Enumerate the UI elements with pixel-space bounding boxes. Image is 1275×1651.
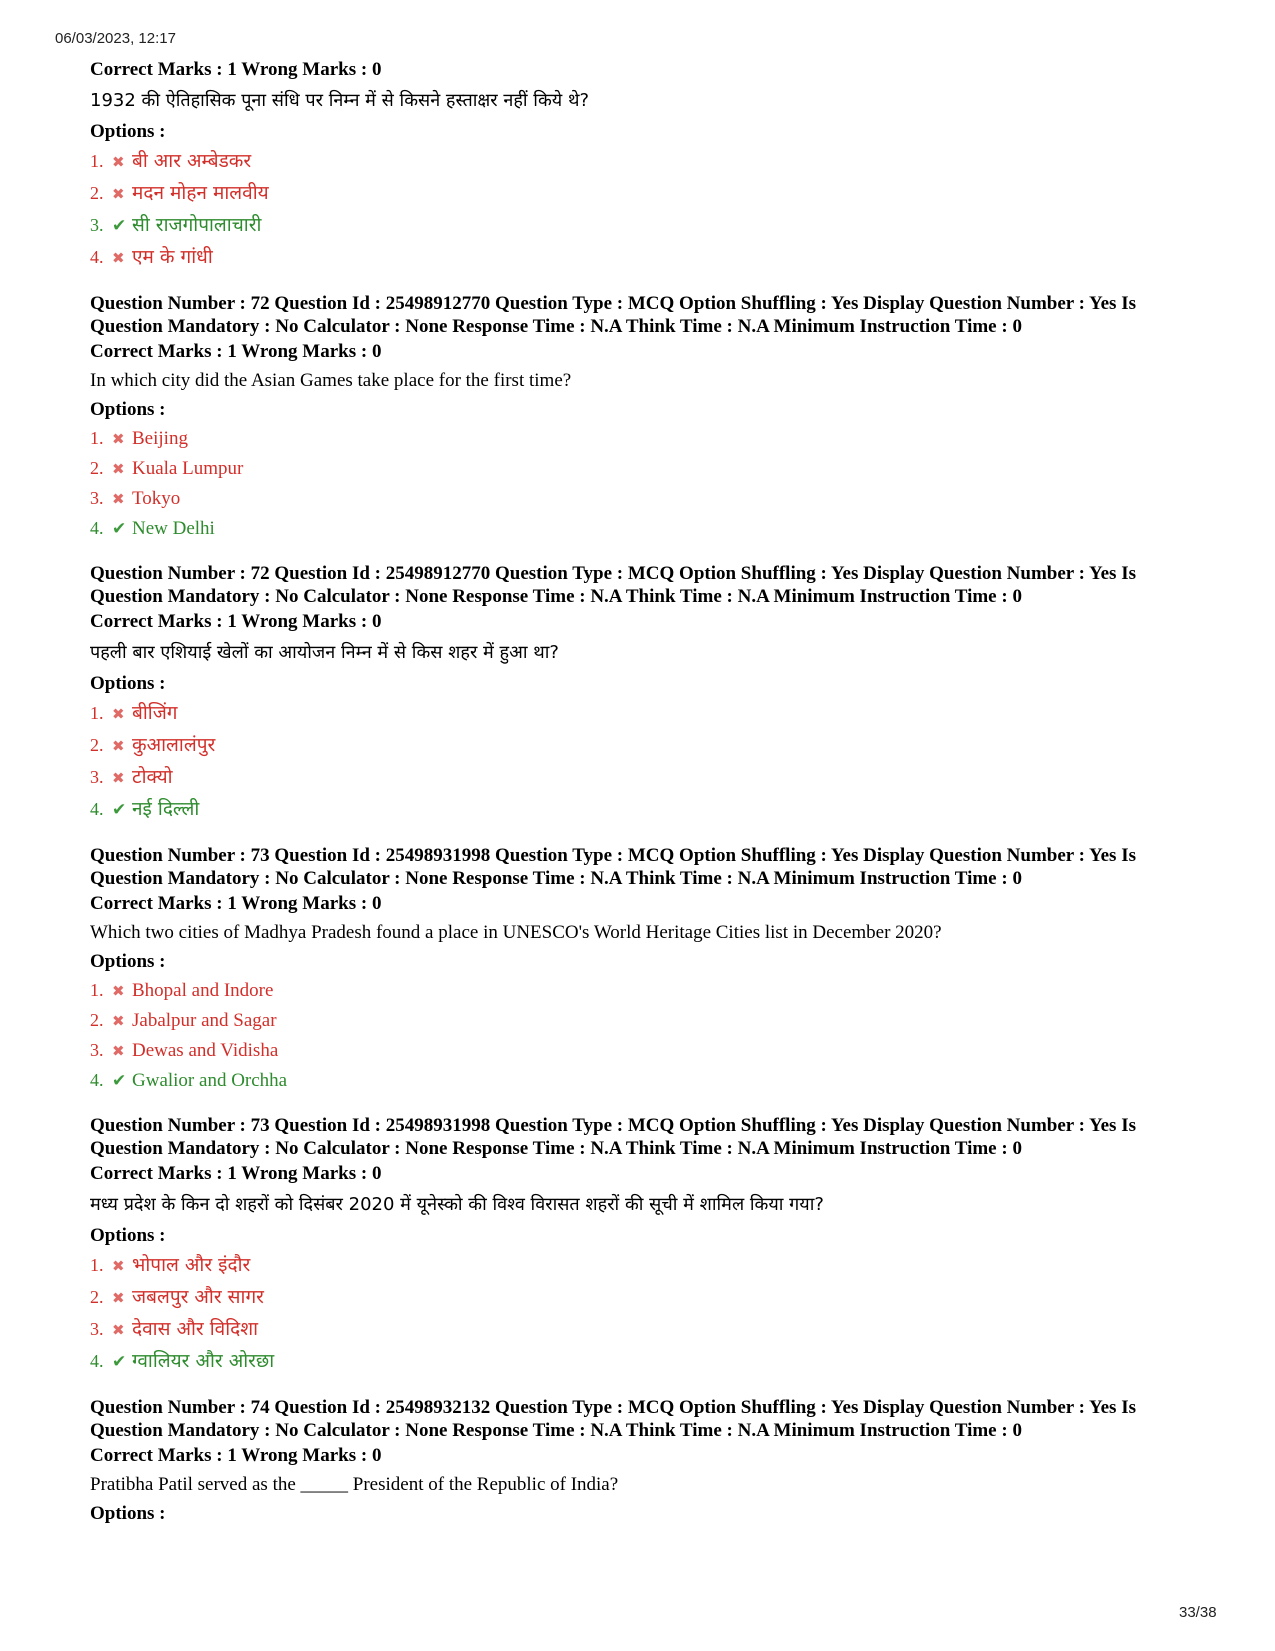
options-label: Options :	[90, 1503, 166, 1524]
question-marks: Correct Marks : 1 Wrong Marks : 0	[90, 59, 382, 80]
option-number: 4.	[90, 247, 104, 267]
cross-icon: ✖	[112, 1042, 125, 1060]
option-text: बी आर अम्बेडकर	[132, 150, 252, 172]
question-marks: Correct Marks : 1 Wrong Marks : 0	[90, 1163, 382, 1184]
option-text: कुआलालंपुर	[132, 734, 216, 756]
question-meta: Question Number : 73 Question Id : 25498931998 Question Type : MCQ Option Shuffling : Yes Display Question Number : Yes Is Question Mandatory : No Calculator : None Response Time : N.A Think Time : N.A Minimum Instruction Time : 0	[90, 1115, 1136, 1159]
option-item	[90, 794, 1210, 826]
check-icon: ✔	[112, 800, 127, 820]
option-item	[90, 730, 1210, 762]
option-number: 1.	[90, 980, 104, 1000]
check-icon: ✔	[112, 1352, 127, 1372]
option-number: 3.	[90, 1319, 104, 1339]
option-text: नई दिल्ली	[132, 798, 200, 820]
option-text: Kuala Lumpur	[132, 458, 244, 479]
option-item	[90, 1006, 1210, 1036]
options-label: Options :	[90, 1225, 166, 1246]
options-label: Options :	[90, 399, 166, 420]
cross-icon: ✖	[112, 185, 125, 203]
option-item	[90, 1066, 1210, 1096]
option-item	[90, 210, 1210, 242]
question-meta: Question Number : 73 Question Id : 25498931998 Question Type : MCQ Option Shuffling : Yes Display Question Number : Yes Is Question Mandatory : No Calculator : None Response Time : N.A Think Time : N.A Minimum Instruction Time : 0	[90, 845, 1136, 889]
option-number: 4.	[90, 518, 104, 538]
option-text: सी राजगोपालाचारी	[132, 214, 262, 236]
options-label: Options :	[90, 951, 166, 972]
question-block	[90, 58, 1210, 274]
option-item	[90, 1282, 1210, 1314]
question-meta: Question Number : 74 Question Id : 25498932132 Question Type : MCQ Option Shuffling : Yes Display Question Number : Yes Is Question Mandatory : No Calculator : None Response Time : N.A Think Time : N.A Minimum Instruction Time : 0	[90, 1397, 1136, 1441]
question-block	[90, 292, 1210, 544]
option-number: 4.	[90, 799, 104, 819]
option-number: 3.	[90, 767, 104, 787]
cross-icon: ✖	[112, 1321, 125, 1339]
options-label: Options :	[90, 121, 166, 142]
option-number: 1.	[90, 151, 104, 171]
question-marks: Correct Marks : 1 Wrong Marks : 0	[90, 611, 382, 632]
cross-icon: ✖	[112, 490, 125, 508]
option-item	[90, 1250, 1210, 1282]
option-item	[90, 484, 1210, 514]
option-text: Jabalpur and Sagar	[132, 1010, 277, 1031]
check-icon: ✔	[112, 519, 127, 539]
question-text: Which two cities of Madhya Pradesh found a place in UNESCO's World Heritage Cities list in December 2020?	[90, 922, 942, 943]
option-item	[90, 146, 1210, 178]
option-text: मदन मोहन मालवीय	[132, 182, 269, 204]
check-icon: ✔	[112, 216, 127, 236]
option-text: जबलपुर और सागर	[132, 1286, 264, 1308]
option-text: Tokyo	[132, 488, 181, 509]
option-text: New Delhi	[132, 518, 215, 539]
question-text: Pratibha Patil served as the _____ President of the Republic of India?	[90, 1474, 619, 1495]
cross-icon: ✖	[112, 769, 125, 787]
option-item	[90, 1346, 1210, 1378]
option-item	[90, 1036, 1210, 1066]
option-number: 3.	[90, 215, 104, 235]
option-text: टोक्यो	[132, 766, 173, 788]
option-text: भोपाल और इंदौर	[132, 1254, 251, 1276]
option-number: 2.	[90, 183, 104, 203]
option-number: 2.	[90, 735, 104, 755]
option-number: 1.	[90, 428, 104, 448]
question-block	[90, 562, 1210, 826]
option-number: 1.	[90, 1255, 104, 1275]
option-text: एम के गांधी	[132, 246, 213, 268]
option-text: Bhopal and Indore	[132, 980, 274, 1001]
question-text: In which city did the Asian Games take place for the first time?	[90, 370, 572, 391]
question-block	[90, 1114, 1210, 1378]
option-item	[90, 424, 1210, 454]
cross-icon: ✖	[112, 249, 125, 267]
option-text: देवास और विदिशा	[132, 1318, 259, 1340]
option-item	[90, 178, 1210, 210]
question-text: 1932 की ऐतिहासिक पूना संधि पर निम्न में से किसने हस्ताक्षर नहीं किये थे?	[90, 90, 590, 111]
cross-icon: ✖	[112, 153, 125, 171]
cross-icon: ✖	[112, 460, 125, 478]
option-item	[90, 454, 1210, 484]
option-text: Dewas and Vidisha	[132, 1040, 279, 1061]
cross-icon: ✖	[112, 1289, 125, 1307]
option-text: Gwalior and Orchha	[132, 1070, 288, 1091]
option-text: Beijing	[132, 428, 188, 449]
question-marks: Correct Marks : 1 Wrong Marks : 0	[90, 893, 382, 914]
print-timestamp: 06/03/2023, 12:17	[55, 30, 176, 47]
option-item	[90, 1314, 1210, 1346]
option-item	[90, 698, 1210, 730]
page-number: 33/38	[1179, 1604, 1217, 1621]
option-number: 1.	[90, 703, 104, 723]
option-number: 3.	[90, 488, 104, 508]
cross-icon: ✖	[112, 737, 125, 755]
option-item	[90, 762, 1210, 794]
question-marks: Correct Marks : 1 Wrong Marks : 0	[90, 341, 382, 362]
question-marks: Correct Marks : 1 Wrong Marks : 0	[90, 1445, 382, 1466]
check-icon: ✔	[112, 1071, 127, 1091]
question-text: पहली बार एशियाई खेलों का आयोजन निम्न में से किस शहर में हुआ था?	[90, 642, 559, 663]
option-text: बीजिंग	[132, 702, 178, 724]
option-number: 2.	[90, 458, 104, 478]
option-text: ग्वालियर और ओरछा	[132, 1350, 275, 1372]
cross-icon: ✖	[112, 705, 125, 723]
cross-icon: ✖	[112, 1012, 125, 1030]
option-number: 4.	[90, 1351, 104, 1371]
option-item	[90, 976, 1210, 1006]
option-number: 4.	[90, 1070, 104, 1090]
options-label: Options :	[90, 673, 166, 694]
question-block	[90, 1396, 1210, 1528]
option-item	[90, 514, 1210, 544]
question-text: मध्य प्रदेश के किन दो शहरों को दिसंबर 2020 में यूनेस्को की विश्व विरासत शहरों की सूची में शामिल किया गया?	[90, 1194, 824, 1215]
question-meta: Question Number : 72 Question Id : 25498912770 Question Type : MCQ Option Shuffling : Yes Display Question Number : Yes Is Question Mandatory : No Calculator : None Response Time : N.A Think Time : N.A Minimum Instruction Time : 0	[90, 293, 1136, 337]
option-item	[90, 242, 1210, 274]
option-number: 3.	[90, 1040, 104, 1060]
cross-icon: ✖	[112, 982, 125, 1000]
question-paper	[90, 56, 1210, 1546]
question-meta: Question Number : 72 Question Id : 25498912770 Question Type : MCQ Option Shuffling : Yes Display Question Number : Yes Is Question Mandatory : No Calculator : None Response Time : N.A Think Time : N.A Minimum Instruction Time : 0	[90, 563, 1136, 607]
cross-icon: ✖	[112, 430, 125, 448]
question-block	[90, 844, 1210, 1096]
option-number: 2.	[90, 1287, 104, 1307]
cross-icon: ✖	[112, 1257, 125, 1275]
option-number: 2.	[90, 1010, 104, 1030]
